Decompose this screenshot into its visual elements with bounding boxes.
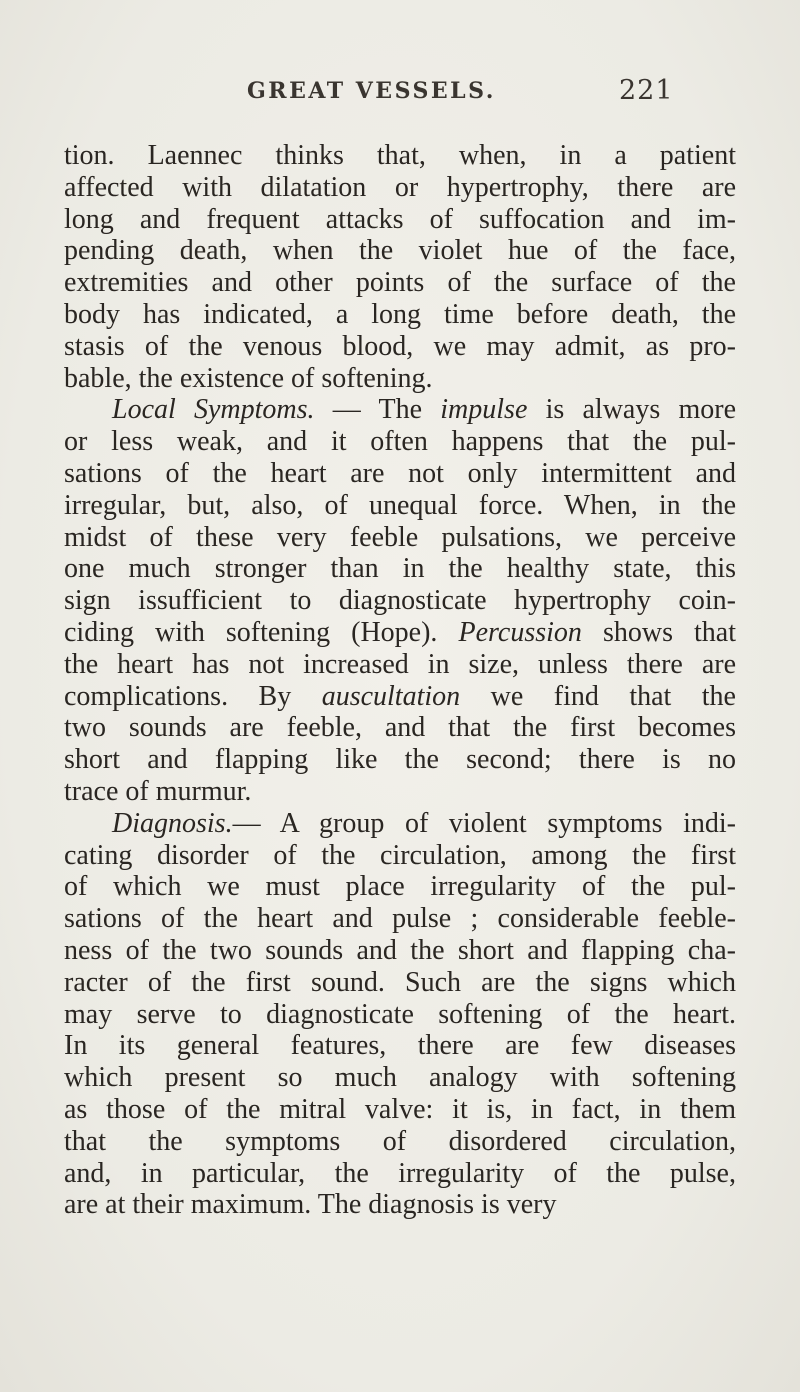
text-segment: is always more [527,394,736,426]
text-line [64,426,736,458]
text-line [64,490,736,522]
text-segment: as those of the mitral valve: it is, in fact, in them [64,1093,736,1125]
text-line [64,458,736,490]
text-segment: sations of the heart and pulse ; considerable feeble- [64,903,736,935]
text-line [64,1030,736,1062]
text-segment: body has indicated, a long time before death, the [64,298,736,330]
text-segment: we find that the [460,680,736,712]
text-line [64,903,736,935]
italic-text-segment: Local Symptoms. [112,394,315,426]
text-line [64,617,736,649]
text-segment: trace of murmur. [64,775,252,807]
text-line [64,585,736,617]
text-line [64,1158,736,1190]
text-line [64,394,736,426]
text-segment: — The [314,394,441,426]
text-line [64,808,736,840]
text-line [64,235,736,267]
italic-text-segment: auscultation [321,680,461,712]
text-segment: ness of the two sounds and the short and flapping cha- [64,934,736,966]
text-segment: short and flapping like the second; there is no [64,744,736,776]
text-segment: of which we must place irregularity of the pul- [64,871,736,903]
text-line [64,744,736,776]
text-line [64,331,736,363]
body-text [64,140,736,1221]
text-line [64,363,736,395]
text-line [64,267,736,299]
running-title: GREAT VESSELS. [247,78,496,104]
text-line [64,776,736,808]
text-segment: racter of the first sound. Such are the signs which [64,966,736,998]
italic-text-segment: Percussion [458,616,582,648]
text-segment: ciding with softening (Hope). [64,616,459,648]
text-segment: irregular, but, also, of unequal force. When, in the [64,489,736,521]
text-segment: shows that [581,616,736,648]
text-segment: tion. Laennec thinks that, when, in a patient [64,140,736,171]
text-line [64,299,736,331]
text-segment: bable, the existence of softening. [64,362,433,394]
text-segment: are at their maximum. The diagnosis is very [64,1189,557,1221]
italic-text-segment: Diagnosis. [112,807,233,839]
text-line [64,871,736,903]
text-line [64,1189,736,1221]
text-segment: may serve to diagnosticate softening of the heart. [64,998,736,1030]
text-line [64,967,736,999]
text-segment: sign issufficient to diagnosticate hypertrophy coin- [64,585,736,617]
text-segment: sations of the heart are not only intermittent and [64,457,736,489]
text-segment: and, in particular, the irregularity of the pulse, [64,1157,736,1189]
text-line [64,935,736,967]
text-line [64,712,736,744]
text-line [64,204,736,236]
text-segment: one much stronger than in the healthy state, this [64,553,736,585]
italic-text-segment: impulse [440,394,528,426]
text-segment: midst of these very feeble pulsations, we perceive [64,521,736,553]
text-segment: two sounds are feeble, and that the first becomes [64,712,736,744]
text-segment: long and frequent attacks of suffocation and im- [64,203,736,235]
text-line [64,140,736,172]
text-line [64,553,736,585]
text-segment: that the symptoms of disordered circulation, [64,1125,736,1157]
text-line [64,840,736,872]
text-line [64,172,736,204]
text-segment: — A group of violent symptoms indi- [232,807,736,839]
text-segment: extremities and other points of the surface of the [64,267,736,299]
text-line [64,649,736,681]
running-head [0,75,800,118]
text-line [64,1126,736,1158]
text-segment: cating disorder of the circulation, among the first [64,839,736,871]
text-segment: pending death, when the violet hue of the face, [64,235,736,267]
text-segment: the heart has not increased in size, unless there are [64,648,736,680]
text-line [64,1062,736,1094]
text-segment: which present so much analogy with softening [64,1062,736,1094]
text-line [64,681,736,713]
page-number: 221 [619,75,674,106]
text-line [64,522,736,554]
text-line [64,1094,736,1126]
text-segment: In its general features, there are few diseases [64,1030,736,1062]
text-line [64,999,736,1031]
text-segment: stasis of the venous blood, we may admit, as pro- [64,330,736,362]
text-segment: affected with dilatation or hypertrophy, there are [64,171,736,203]
text-segment: or less weak, and it often happens that the pul- [64,426,736,458]
text-segment: complications. By [64,680,322,712]
